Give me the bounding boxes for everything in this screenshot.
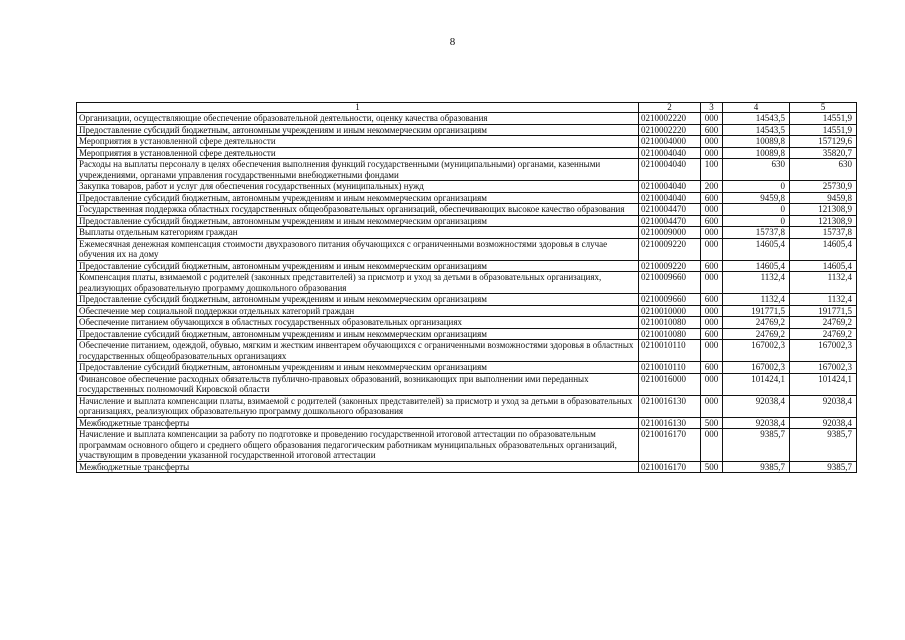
row-name-cell: Предоставление субсидий бюджетным, автономным учреждениям и иным некоммерческим организациям — [77, 192, 639, 204]
row-value-2021-cell: 1132,4 — [723, 294, 790, 306]
row-name-cell: Начисление и выплата компенсации за работу по подготовке и проведению государственной итоговой аттестации по образовательным программам основного общего и среднего общего образования педагогическим работникам муниципальных образовательных организаций, участвующим в проведении указанной государственной итоговой аттестации — [77, 429, 639, 462]
row-value-2022-cell: 14551,9 — [790, 113, 857, 125]
header-cell: 3 — [701, 103, 723, 113]
row-value-2021-cell: 14543,5 — [723, 124, 790, 136]
row-name-cell: Расходы на выплаты персоналу в целях обеспечения выполнения функций государственными (муниципальными) органами, казенными учреждениями, органами управления государственными внебюджетными фондами — [77, 159, 639, 181]
row-value-2022-cell: 191771,5 — [790, 305, 857, 317]
row-name-cell: Предоставление субсидий бюджетным, автономным учреждениям и иным некоммерческим организациям — [77, 215, 639, 227]
row-expense-type-cell: 200 — [701, 181, 723, 193]
header-cell: 5 — [790, 103, 857, 113]
row-value-2021-cell: 0 — [723, 204, 790, 216]
row-name-cell: Обеспечение питанием, одеждой, обувью, мягким и жестким инвентарем обучающихся с ограниченными возможностями здоровья в областных государственных общеобразовательных организациях — [77, 340, 639, 362]
row-expense-type-cell: 000 — [701, 227, 723, 239]
row-expense-type-cell: 000 — [701, 136, 723, 148]
row-name-cell: Начисление и выплата компенсации платы, взимаемой с родителей (законных представителей) за присмотр и уход за детьми в образовательных организациях, реализующих образовательную программу дошкольного образования — [77, 395, 639, 417]
row-name-cell: Закупка товаров, работ и услуг для обеспечения государственных (муниципальных) нужд — [77, 181, 639, 193]
row-code-cell: 0210004000 — [639, 136, 701, 148]
row-value-2021-cell: 14605,4 — [723, 238, 790, 260]
row-code-cell: 0210004040 — [639, 192, 701, 204]
row-value-2021-cell: 92038,4 — [723, 417, 790, 429]
row-code-cell: 0210004470 — [639, 215, 701, 227]
row-value-2021-cell: 167002,3 — [723, 362, 790, 374]
row-code-cell: 0210004470 — [639, 204, 701, 216]
row-value-2022-cell: 14605,4 — [790, 238, 857, 260]
row-value-2021-cell: 24769,2 — [723, 328, 790, 340]
row-code-cell: 0210010080 — [639, 328, 701, 340]
row-value-2021-cell: 101424,1 — [723, 373, 790, 395]
row-value-2021-cell: 191771,5 — [723, 305, 790, 317]
table-row — [77, 272, 857, 294]
row-name-cell: Организации, осуществляющие обеспечение образовательной деятельности, оценку качества образования — [77, 113, 639, 125]
row-name-cell: Предоставление субсидий бюджетным, автономным учреждениям и иным некоммерческим организациям — [77, 328, 639, 340]
table-row — [77, 124, 857, 136]
row-value-2022-cell: 1132,4 — [790, 272, 857, 294]
row-value-2022-cell: 25730,9 — [790, 181, 857, 193]
table-row — [77, 461, 857, 473]
row-value-2021-cell: 630 — [723, 159, 790, 181]
row-code-cell: 0210009220 — [639, 260, 701, 272]
row-code-cell: 0210016130 — [639, 417, 701, 429]
row-value-2022-cell: 167002,3 — [790, 362, 857, 374]
row-code-cell: 0210010110 — [639, 362, 701, 374]
row-value-2022-cell: 157129,6 — [790, 136, 857, 148]
row-expense-type-cell: 000 — [701, 305, 723, 317]
row-code-cell: 0210010080 — [639, 317, 701, 329]
row-value-2022-cell: 121308,9 — [790, 215, 857, 227]
row-name-cell: Предоставление субсидий бюджетным, автономным учреждениям и иным некоммерческим организациям — [77, 294, 639, 306]
row-expense-type-cell: 600 — [701, 328, 723, 340]
row-expense-type-cell: 500 — [701, 417, 723, 429]
row-value-2022-cell: 92038,4 — [790, 395, 857, 417]
row-name-cell: Ежемесячная денежная компенсация стоимости двухразового питания обучающихся с ограниченными возможностями здоровья в случае обучения их на дому — [77, 238, 639, 260]
row-value-2022-cell: 14551,9 — [790, 124, 857, 136]
row-name-cell: Мероприятия в установленной сфере деятельности — [77, 147, 639, 159]
table-row — [77, 294, 857, 306]
row-expense-type-cell: 600 — [701, 192, 723, 204]
table-body — [77, 113, 857, 473]
table-row — [77, 305, 857, 317]
row-expense-type-cell: 000 — [701, 272, 723, 294]
row-expense-type-cell: 000 — [701, 395, 723, 417]
page-number: 8 — [449, 36, 456, 48]
header-cell: 1 — [77, 103, 639, 113]
header-cell: 2 — [639, 103, 701, 113]
row-name-cell: Предоставление субсидий бюджетным, автономным учреждениям и иным некоммерческим организациям — [77, 260, 639, 272]
table-row — [77, 215, 857, 227]
row-value-2021-cell: 14543,5 — [723, 113, 790, 125]
row-expense-type-cell: 000 — [701, 429, 723, 462]
table-row — [77, 362, 857, 374]
row-expense-type-cell: 600 — [701, 362, 723, 374]
row-name-cell: Государственная поддержка областных государственных общеобразовательных организаций, обеспечивающих высокое качество образования — [77, 204, 639, 216]
row-name-cell: Мероприятия в установленной сфере деятельности — [77, 136, 639, 148]
row-expense-type-cell: 000 — [701, 373, 723, 395]
row-value-2022-cell: 9459,8 — [790, 192, 857, 204]
row-value-2021-cell: 14605,4 — [723, 260, 790, 272]
table-row — [77, 204, 857, 216]
header-cell: 4 — [723, 103, 790, 113]
row-value-2022-cell: 14605,4 — [790, 260, 857, 272]
table-row — [77, 340, 857, 362]
row-code-cell: 0210009660 — [639, 272, 701, 294]
row-value-2021-cell: 1132,4 — [723, 272, 790, 294]
row-code-cell: 0210009000 — [639, 227, 701, 239]
row-value-2021-cell: 0 — [723, 181, 790, 193]
table-row — [77, 429, 857, 462]
table-row — [77, 136, 857, 148]
row-value-2021-cell: 9385,7 — [723, 461, 790, 473]
row-value-2021-cell: 9459,8 — [723, 192, 790, 204]
table-row — [77, 159, 857, 181]
row-code-cell: 0210009220 — [639, 238, 701, 260]
row-expense-type-cell: 000 — [701, 113, 723, 125]
table-row — [77, 227, 857, 239]
table-row — [77, 181, 857, 193]
row-name-cell: Обеспечение мер социальной поддержки отдельных категорий граждан — [77, 305, 639, 317]
row-name-cell: Межбюджетные трансферты — [77, 417, 639, 429]
row-name-cell: Обеспечение питанием обучающихся в областных государственных образовательных организациях — [77, 317, 639, 329]
row-code-cell: 0210010000 — [639, 305, 701, 317]
row-expense-type-cell: 600 — [701, 124, 723, 136]
row-code-cell: 0210016000 — [639, 373, 701, 395]
table-row — [77, 373, 857, 395]
row-value-2022-cell: 15737,8 — [790, 227, 857, 239]
row-code-cell: 0210002220 — [639, 124, 701, 136]
row-expense-type-cell: 000 — [701, 317, 723, 329]
row-code-cell: 0210016170 — [639, 461, 701, 473]
row-value-2022-cell: 24769,2 — [790, 328, 857, 340]
row-value-2022-cell: 92038,4 — [790, 417, 857, 429]
table-row — [77, 238, 857, 260]
table-row — [77, 260, 857, 272]
row-value-2022-cell: 35820,7 — [790, 147, 857, 159]
row-code-cell: 0210016130 — [639, 395, 701, 417]
row-expense-type-cell: 000 — [701, 147, 723, 159]
table-row — [77, 317, 857, 329]
row-value-2021-cell: 15737,8 — [723, 227, 790, 239]
row-value-2022-cell: 9385,7 — [790, 429, 857, 462]
row-value-2021-cell: 0 — [723, 215, 790, 227]
row-value-2022-cell: 121308,9 — [790, 204, 857, 216]
row-code-cell: 0210010110 — [639, 340, 701, 362]
row-expense-type-cell: 600 — [701, 215, 723, 227]
row-code-cell: 0210016170 — [639, 429, 701, 462]
row-value-2022-cell: 630 — [790, 159, 857, 181]
row-expense-type-cell: 000 — [701, 204, 723, 216]
table-row — [77, 113, 857, 125]
table-header-row — [77, 103, 857, 113]
row-value-2022-cell: 24769,2 — [790, 317, 857, 329]
row-value-2022-cell: 101424,1 — [790, 373, 857, 395]
row-value-2021-cell: 10089,8 — [723, 136, 790, 148]
row-expense-type-cell: 000 — [701, 340, 723, 362]
row-name-cell: Предоставление субсидий бюджетным, автономным учреждениям и иным некоммерческим организациям — [77, 124, 639, 136]
budget-table — [76, 102, 857, 473]
row-name-cell: Предоставление субсидий бюджетным, автономным учреждениям и иным некоммерческим организациям — [77, 362, 639, 374]
row-expense-type-cell: 600 — [701, 260, 723, 272]
row-code-cell: 0210004040 — [639, 159, 701, 181]
row-expense-type-cell: 500 — [701, 461, 723, 473]
table-row — [77, 417, 857, 429]
row-value-2021-cell: 92038,4 — [723, 395, 790, 417]
row-value-2021-cell: 9385,7 — [723, 429, 790, 462]
row-code-cell: 0210002220 — [639, 113, 701, 125]
row-value-2021-cell: 10089,8 — [723, 147, 790, 159]
row-name-cell: Выплаты отдельным категориям граждан — [77, 227, 639, 239]
table-row — [77, 395, 857, 417]
table-row — [77, 328, 857, 340]
row-code-cell: 0210009660 — [639, 294, 701, 306]
row-name-cell: Компенсация платы, взимаемой с родителей (законных представителей) за присмотр и уход за детьми в образовательных организациях, реализующих образовательную программу дошкольного образования — [77, 272, 639, 294]
row-value-2022-cell: 9385,7 — [790, 461, 857, 473]
row-code-cell: 0210004040 — [639, 147, 701, 159]
table-row — [77, 192, 857, 204]
row-code-cell: 0210004040 — [639, 181, 701, 193]
row-expense-type-cell: 600 — [701, 294, 723, 306]
row-name-cell: Межбюджетные трансферты — [77, 461, 639, 473]
row-value-2021-cell: 24769,2 — [723, 317, 790, 329]
row-value-2022-cell: 1132,4 — [790, 294, 857, 306]
row-value-2021-cell: 167002,3 — [723, 340, 790, 362]
row-value-2022-cell: 167002,3 — [790, 340, 857, 362]
table-row — [77, 147, 857, 159]
row-name-cell: Финансовое обеспечение расходных обязательств публично-правовых образований, возникающих при выполнении ими переданных государственных полномочий Кировской области — [77, 373, 639, 395]
row-expense-type-cell: 100 — [701, 159, 723, 181]
row-expense-type-cell: 000 — [701, 238, 723, 260]
